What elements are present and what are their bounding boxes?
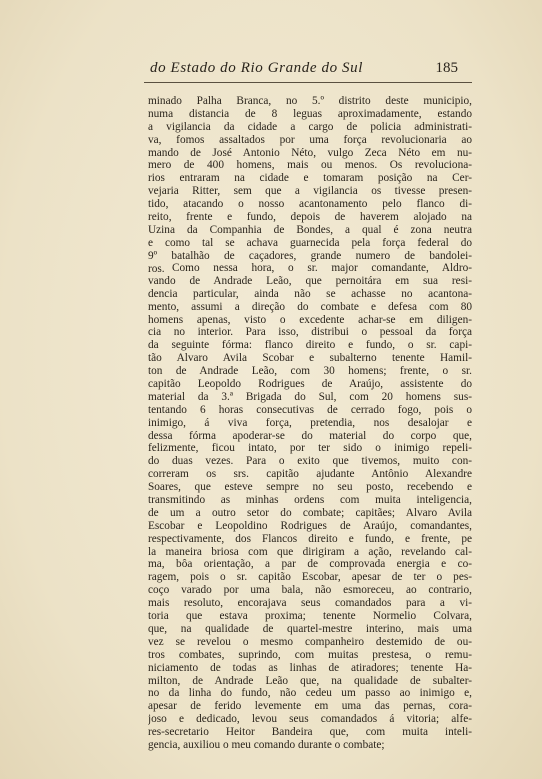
- text-line: Uzina da Companhia de Bondes, a qual é zona neutra: [148, 223, 472, 236]
- text-line: tido, atacando o nosso acantonamento pelo flanco di-: [148, 198, 472, 211]
- text-line: tão Alvaro Avila Scobar e subalterno tenente Hamil-: [148, 352, 472, 365]
- text-line: ma, bôa orientação, a par de comprovada energia e co-: [148, 558, 472, 571]
- text-line: homens apenas, visto o excedente achar-se em diligen-: [148, 313, 472, 326]
- text-line: transmitindo as minhas ordens com muita inteligencia,: [148, 494, 472, 507]
- text-line: res-secretario Heitor Bandeira que, com muita inteli-: [148, 726, 472, 739]
- text-line: toria que estava proxima; tenente Normelio Colvara,: [148, 610, 472, 623]
- text-line: niciamento de todas as linhas de atiradores; tenente Ha-: [148, 661, 472, 674]
- text-line: milton, de Andrade Leão que, na qualidade de subalter-: [148, 674, 472, 687]
- text-line: gencia, auxiliou o meu comando durante o combate;: [148, 738, 385, 751]
- text-line: inimigo, á viva força, pretendia, nos desalojar e: [148, 416, 472, 429]
- text-line: reito, frente e fundo, depois de haverem alojado na: [148, 211, 472, 224]
- text-line: no da linha do fundo, não cedeu um passo ao inimigo e,: [148, 687, 472, 700]
- header-rule: [144, 82, 472, 83]
- text-line: va, fomos assaltados por uma força revolucionaria ao: [148, 133, 472, 146]
- text-line: ton de Andrade Leão, com 30 homens; frente, o sr.: [148, 365, 472, 378]
- text-line: tentando 6 horas consecutivas de cerrado fogo, pois o: [148, 403, 472, 416]
- text-line: material da 3.ª Brigada do Sul, com 20 homens sus-: [148, 390, 472, 403]
- page-number: 185: [435, 60, 458, 76]
- text-line: da seguinte fórma: flanco direito e fundo, o sr. capi-: [148, 339, 472, 352]
- text-line: Escobar e Leopoldino Rodrigues de Araújo, comandantes,: [148, 519, 472, 532]
- text-line: Como nessa hora, o sr. major comandante, Aldro-: [172, 262, 472, 274]
- text-line: e como tal se achava guarnecida pela força federal do: [148, 236, 472, 249]
- text-line: de um a outro setor do combate; capitães; Alvaro Avila: [148, 506, 472, 519]
- running-title: do Estado do Rio Grande do Sul: [150, 60, 363, 76]
- text-line: dessa fórma apoderar-se do material do corpo que,: [148, 429, 472, 442]
- text-line: ragem, pois o sr. capitão Escobar, apesar de ter o pes-: [148, 571, 472, 584]
- text-line: tros combates, suprindo, com muitas prestesa, o remu-: [148, 648, 472, 661]
- text-line: dencia particular, ainda não se achasse no acantona-: [148, 287, 472, 300]
- text-line: correram os srs. capitão ajudante Antônio Alexandre: [148, 468, 472, 481]
- text-line: vejaria Ritter, sem que a vigilancia os tivesse presen-: [148, 185, 472, 198]
- text-line: mando de José Antonio Néto, vulgo Zeca Néto em nu-: [148, 146, 472, 159]
- text-line: coço varado por uma bala, não esmoreceu, ao contrario,: [148, 584, 472, 597]
- paragraph-1: [148, 95, 472, 275]
- text-line: respectivamente, dos Flancos direito e fundo, e frente, pe: [148, 532, 472, 545]
- text-line: a vigilancia da cidade a cargo de policia administrati-: [148, 120, 472, 133]
- text-line: capitão Leopoldo Rodrigues de Araújo, assistente do: [148, 378, 472, 391]
- text-line: rios entraram na cidade e tomaram posição na Cer-: [148, 172, 472, 185]
- text-line: apesar de ferido levemente em uma das pernas, cora-: [148, 700, 472, 713]
- text-line: Soares, que esteve sempre no seu posto, recebendo e: [148, 481, 472, 494]
- text-line: 9º batalhão de caçadores, grande numero de bandolei-: [148, 249, 472, 262]
- text-line: minado Palha Branca, no 5.º distrito deste municipio,: [148, 95, 472, 107]
- text-line: la maneira briosa com que dirigiram a ação, revelando cal-: [148, 545, 472, 558]
- text-line: vando de Andrade Leão, que pernoitára em sua resi-: [148, 274, 472, 287]
- text-line: felizmente, ficou intato, por ter sido o inimigo repeli-: [148, 442, 472, 455]
- text-line: mero de 400 homens, mais ou menos. Os revoluciona-: [148, 159, 472, 172]
- text-line: vez se revelou o mesmo companheiro destemido de ou-: [148, 635, 472, 648]
- text-line: do duas vezes. Para o exito que tivemos, muito con-: [148, 455, 472, 468]
- running-header: [150, 60, 472, 84]
- text-line: mais resoluto, encorajava seus comandados para a vi-: [148, 597, 472, 610]
- text-line: numa distancia de 8 leguas aproximadamente, estando: [148, 107, 472, 120]
- text-line: cia no interior. Para isso, distribui o pessoal da força: [148, 326, 472, 339]
- text-line: joso e dedicado, levou seus comandados á vitoria; alfe-: [148, 713, 472, 726]
- text-line: ros.: [148, 262, 165, 275]
- paragraph-2: [148, 262, 472, 752]
- text-line: que, na qualidade de quartel-mestre interino, mais uma: [148, 622, 472, 635]
- text-line: mento, assumi a direção do combate e defesa com 80: [148, 300, 472, 313]
